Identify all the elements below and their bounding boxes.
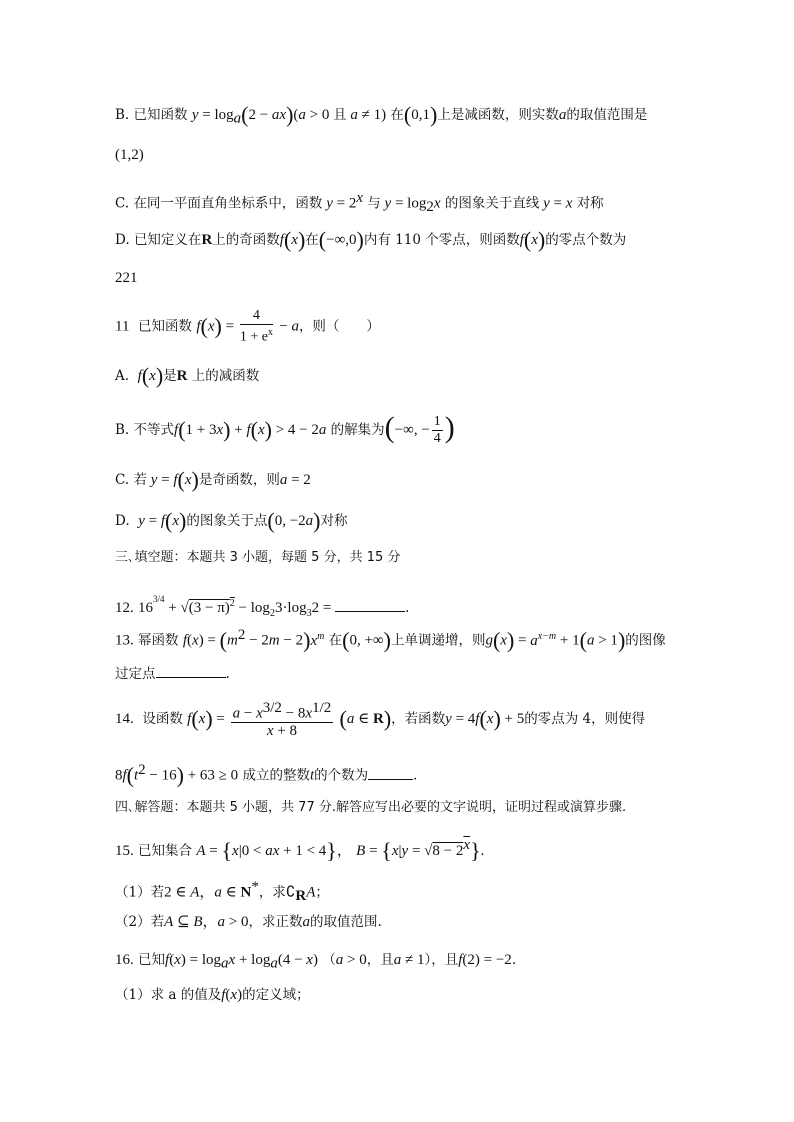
q11-option-a: A. f(x)是R 上的减函数: [115, 363, 260, 388]
option-text: 与: [367, 195, 381, 212]
option-label: B.: [115, 422, 130, 438]
question-text: 的零点为 4，则使得: [524, 710, 646, 727]
question-number: 13.: [115, 632, 134, 649]
question-text: 在: [328, 632, 343, 649]
question-number: 16.: [115, 952, 134, 968]
option-d-line: D. 已知定义在R上的奇函数f(x)在(−∞,0)内有 110 个零点，则函数f(x)的零点个数为: [115, 227, 627, 252]
option-label: C.: [115, 195, 130, 212]
option-text: 若: [133, 472, 147, 488]
punct: （: [322, 952, 336, 968]
answer-blank[interactable]: [368, 767, 413, 780]
question-text: 已知函数: [138, 318, 193, 335]
question-14: 14. 设函数 f(x) = $\frac{a - x^{3/2} - 8x^{1/2}}{x + 8}$ (a ∈ R)，若函数y = 4f(x) + 5的零点为 4，则使得: [115, 700, 646, 739]
option-text: 对称: [320, 513, 348, 529]
question-text: ，且: [366, 952, 394, 968]
option-text: 在同一平面直角坐标系中，函数: [133, 195, 323, 212]
option-text: 的零点个数为: [545, 232, 627, 248]
question-text: ，则（ ）: [298, 318, 380, 335]
punct: .: [225, 666, 230, 682]
q11-option-b: B. 不等式f(1 + 3x) + f(x) > 4 − 2a 的解集为(−∞, − $\frac{1}{4}$ ): [115, 411, 455, 446]
option-text: 内有 110 个零点，则函数: [363, 232, 520, 248]
option-b-answer: [115, 145, 144, 165]
question-text: 的取值范围.: [310, 914, 382, 930]
option-text: 在: [305, 232, 319, 248]
fraction: $\frac{a - x^{3/2} - 8x^{1/2}}{x + 8}$: [232, 700, 332, 739]
option-text: 上的减函数: [191, 368, 260, 384]
punct: ；: [315, 884, 329, 901]
question-text: 已知集合: [138, 843, 193, 859]
question-text: ，求正数: [248, 914, 303, 930]
option-text: 上的奇函数: [212, 232, 280, 248]
question-text: （1）若: [115, 884, 165, 901]
option-label: A.: [115, 368, 130, 384]
question-text: ，求: [258, 884, 286, 901]
fraction: $\frac{4}{1 + e^x}$: [239, 308, 273, 345]
question-16: 16. 已知$f(x) = \log_ax + \log_a(4 - x) (a > 0$，且a ≠ 1），且f(2) = −2.: [115, 952, 517, 972]
option-text: 的图象关于直线: [444, 195, 540, 212]
option-text: 的图象关于点: [186, 513, 268, 529]
question-text: 成立的整数: [242, 767, 310, 784]
option-text: 是: [163, 368, 177, 384]
option-label: C.: [115, 472, 130, 488]
punct: .: [405, 600, 410, 616]
math-expr: y: [191, 107, 199, 123]
punct: .: [511, 952, 517, 968]
question-text: 的个数为: [314, 767, 369, 784]
section-heading: 四､解答题：本题共 5 小题，共 77 分.解答应写出必要的文字说明，证明过程或演算步骤.: [115, 800, 627, 815]
question-13: 13. 幂函数 $f(x) = (m^2 - 2m - 2)x^m$ 在(0, +∞)上单调递增，则$g(x) = a^{x-m} + 1(a > 1)$的图像: [115, 627, 666, 653]
option-label: D.: [115, 513, 130, 529]
question-text: ），且: [424, 952, 459, 968]
option-b-line: B. 已知函数 $y = \log_a(2 - ax)(a > 0$ 且 a ≠ 1) 在(0,1)上是减函数，则实数a的取值范围是: [115, 102, 648, 127]
answer-blank[interactable]: [335, 599, 405, 612]
question-15-part2: （2）若A ⊆ B，a > 0，求正数a的取值范围.: [115, 914, 382, 930]
answer-blank[interactable]: [156, 665, 226, 678]
option-text: 是奇函数，则: [198, 472, 280, 488]
question-14-cont: $8f(t^2 - 16) + 63 \ge 0$ 成立的整数t的个数为 .: [115, 762, 418, 788]
question-16-part1: （1）求 a 的值及f(x)的定义域；: [115, 987, 310, 1003]
option-c-line: C. 在同一平面直角坐标系中，函数 $y = 2^x$ 与 $y = \log_2x$ 的图象关于直线 y = x 对称: [115, 190, 604, 216]
q11-option-d: D. y = f(x)的图象关于点(0, −2a)对称: [115, 508, 348, 533]
option-text: 已知函数: [133, 107, 188, 123]
question-text: 过定点: [115, 666, 156, 682]
q11-option-c: C. 若 y = f(x)是奇函数，则a = 2: [115, 467, 311, 492]
option-label: B.: [115, 107, 130, 123]
question-text: 已知: [138, 952, 166, 968]
question-13-cont: [115, 664, 230, 684]
question-text: （2）若: [115, 914, 165, 930]
question-number: 15.: [115, 843, 134, 859]
punct: .: [413, 767, 418, 784]
question-text: 的定义域；: [242, 987, 310, 1003]
option-text: 不等式: [133, 422, 175, 438]
question-12: 12. $16^{3/4} + √(3 - \pi)^2 - \log_23\cdot\log_32$ = .: [115, 594, 410, 619]
question-15-part1: （1）若2 ∈ A，a ∈ N*，求$∁_RA$；: [115, 879, 329, 905]
question-15: 15. 已知集合 A = {x|0 < ax + 1 < 4}， $B = \{x|y = √8 - 2^x\}$.: [115, 837, 485, 863]
option-text: 已知定义在: [133, 232, 202, 248]
question-text: 的图像: [625, 632, 666, 649]
option-d-answer: [115, 268, 138, 288]
question-text: （1）求 a 的值及: [115, 987, 222, 1003]
question-text: ，若函数: [391, 710, 446, 727]
option-text: 对称: [576, 195, 604, 212]
option-text: 上是减函数，则实数: [437, 107, 559, 123]
question-text: 设函数: [142, 710, 183, 727]
option-text: 的取值范围是: [566, 107, 648, 123]
question-text: 幂函数: [138, 632, 179, 649]
section-heading: 三､填空题：本题共 3 小题，每题 5 分，共 15 分: [115, 550, 401, 565]
question-number: 12.: [115, 600, 134, 616]
question-number: 11: [115, 318, 130, 335]
option-text: 的解集为: [330, 422, 385, 438]
answer-text: 221: [115, 270, 138, 286]
option-label: D.: [115, 232, 130, 248]
question-number: 14.: [115, 710, 134, 727]
question-11-stem: 11 已知函数 f(x) = $\frac{4}{1 + e^x}$ − a，则（ ）: [115, 308, 380, 345]
answer-text: (1,2): [115, 147, 144, 163]
question-text: 上单调递增，则: [390, 632, 486, 649]
option-text: 且: [333, 107, 347, 123]
